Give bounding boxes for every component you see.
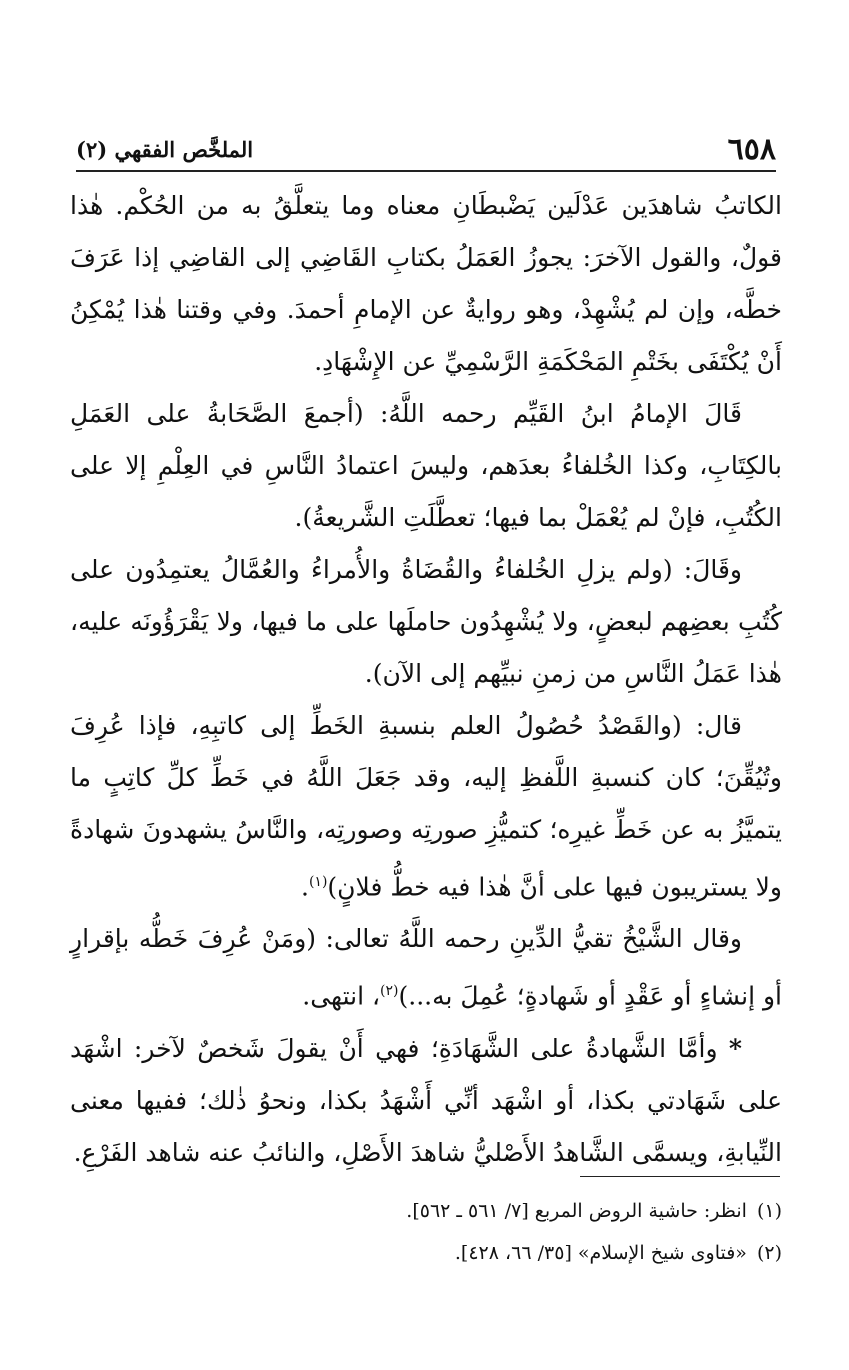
paragraph-4-end: . bbox=[301, 872, 309, 902]
footnote-ref-1[interactable]: (١) bbox=[308, 874, 328, 890]
paragraph-2: قَالَ الإمامُ ابنُ القَيِّم رحمه اللَّهُ: (أجمعَ الصَّحَابةُ على العَمَلِ بالكِتَابِ، وكذا الخُلفاءُ بعدَهم، وليسَ اعتمادُ النَّاسِ في العِلْمِ إلا على الكُتُبِ، فإنْ لم يُعْمَلْ بما فيها؛ تعطَّلَتِ الشَّريعةُ). bbox=[70, 399, 782, 532]
running-title: الملخَّص الفقهي (٢) bbox=[76, 137, 254, 162]
footnotes bbox=[150, 1190, 782, 1274]
star-marker: * bbox=[728, 1033, 742, 1063]
footnote-marker: (١) bbox=[756, 1200, 782, 1222]
paragraph-4: قال: (والقَصْدُ حُصُولُ العلم بنسبةِ الخَطِّ إلى كاتبِهِ، فإذا عُرِفَ وتُيُقِّنَ؛ كان كنسبةِ اللَّفظِ إليه، وقد جَعَلَ اللَّهُ في خَطِّ كلِّ كاتِبٍ ما يتميَّزُ به عن خَطِّ غيرِه؛ كتميُّزِ صورتِه وصورتِه، والنَّاسُ يشهدونَ شهادةً ولا يستريبون فيها على أنَّ هٰذا فيه خطُّ فلانٍ)$^{(١)}$. bbox=[70, 711, 782, 902]
paragraph-1: الكاتبُ شاهدَين عَدْلَين يَضْبطَانِ معناه وما يتعلَّقُ به من الحُكْم. هٰذا قولٌ، والقول الآخرَ: يجوزُ العَمَلُ بكتابِ القَاضِي إلى القاضِي إذا عَرَفَ خطَّه، وإن لم يُشْهِدْ، وهو روايةٌ عن الإمامِ أحمدَ. وفي وقتنا هٰذا يُمْكِنُ أَنْ يُكْتَفَى بخَتْمِ المَحْكَمَةِ الرَّسْمِيِّ عن الإِشْهَادِ. bbox=[70, 191, 782, 376]
footnote-ref-2[interactable]: (٢) bbox=[380, 983, 399, 1000]
page-header bbox=[76, 132, 776, 168]
paragraph-3: وقَالَ: (ولم يزلِ الخُلفاءُ والقُضَاةُ والأُمراءُ والعُمَّالُ يعتمِدُون على كُتُبِ بعضِهم لبعضٍ، ولا يُشْهِدُون حاملَها على ما فيها، ولا يَقْرَؤُونَه عليه، هٰذا عَمَلُ النَّاسِ من زمنِ نبيِّهم إلى الآن). bbox=[70, 555, 782, 688]
paragraph-5-end: ، انتهى. bbox=[302, 981, 381, 1011]
main-text bbox=[70, 180, 782, 1179]
footnote-2 bbox=[150, 1232, 782, 1274]
paragraph-6: * وأمَّا الشَّهادةُ على الشَّهَادَةِ؛ فهي أَنْ يقولَ شَخصٌ لآخر: اشْهَد على شَهَادتي بكذا، أو اشْهَد أنِّي أَشْهَدُ بكذا، ونحوُ ذٰلك؛ ففيها معنى النِّيابةِ، ويسمَّى الشَّاهدُ الأَصْليُّ شاهدَ الأَصْلِ، والنائبُ عنه شاهد الفَرْعِ. bbox=[70, 1033, 782, 1167]
paragraph-5: وقال الشَّيْخُ تقيُّ الدِّينِ رحمه اللَّهُ تعالى: (ومَنْ عُرِفَ خَطُّه بإقرارٍ أو إنشاءٍ أو عَقْدٍ أو شَهادةٍ؛ عُمِلَ به...)$^{(٢)}$، انتهى. bbox=[70, 924, 782, 1011]
footnote-marker: (٢) bbox=[756, 1242, 782, 1264]
page-number: ٦٥٨ bbox=[727, 132, 776, 167]
header-divider bbox=[76, 170, 776, 172]
footnote-divider bbox=[580, 1176, 780, 1177]
footnote-1 bbox=[150, 1190, 782, 1232]
footnote-text: «فتاوى شيخ الإسلام» [٣٥/ ٦٦، ٤٢٨]. bbox=[454, 1242, 747, 1264]
footnote-text: انظر: حاشية الروض المربع [٧/ ٥٦١ ـ ٥٦٢]. bbox=[406, 1200, 747, 1222]
